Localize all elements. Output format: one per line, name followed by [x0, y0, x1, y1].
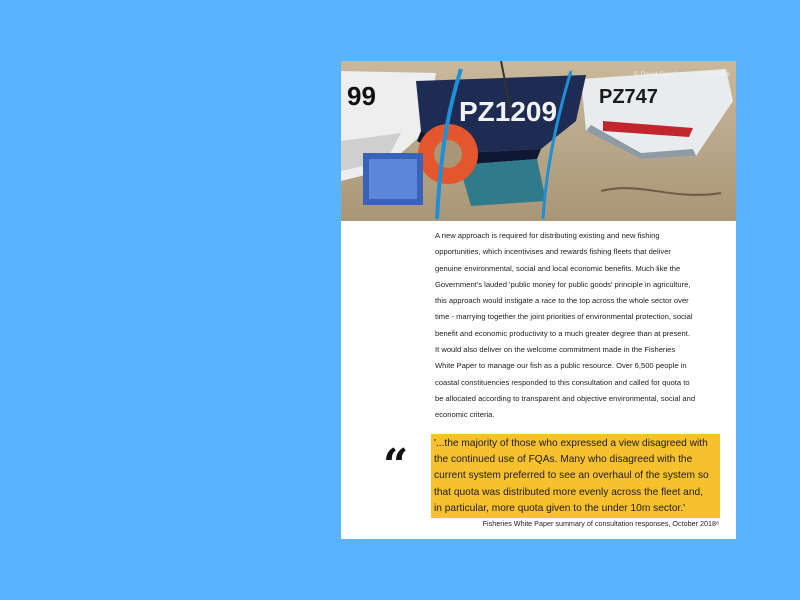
- body-line: It would also deliver on the welcome commitment made in the Fisheries: [435, 345, 676, 355]
- body-line: coastal constituencies responded to this consultation and called for quota to: [435, 377, 690, 387]
- body-line: this approach would instigate a race to the top across the whole sector over: [435, 296, 689, 306]
- body-line: A new approach is required for distributing existing and new fishing: [435, 231, 660, 240]
- quote-line: in particular, more quota given to the under 10m sector.': [434, 502, 686, 514]
- quote-line: that quota was distributed more evenly across the fleet and,: [434, 486, 703, 498]
- quote-line: the continued use of FQAs. Many who disagreed with the: [434, 454, 693, 466]
- body-line: be allocated according to transparent and objective environmental, social and: [435, 393, 696, 403]
- photo-credit: © David Sandison / Greenpeace: [633, 71, 730, 78]
- quote-line: current system preferred to see an overhaul of the system so: [434, 470, 709, 482]
- body-line: genuine environmental, social and local economic benefits. Much like the: [435, 263, 681, 273]
- body-paragraph: [435, 228, 725, 424]
- body-line: opportunities, which incentivises and rewards fishing fleets that deliver: [435, 247, 671, 257]
- quote-mark-icon: “: [383, 440, 409, 491]
- boat-number-pz747: PZ747: [599, 86, 658, 108]
- body-line: time - marrying together the joint priorities of environmental protection, social: [435, 312, 693, 322]
- fishing-boats-photo: [341, 61, 736, 221]
- body-line: White Paper to manage our fish as a public resource. Over 6,500 people in: [435, 361, 687, 371]
- quote-source: Fisheries White Paper summary of consultation responses, October 2018⁸: [482, 519, 719, 528]
- boat-number-99: 99: [347, 81, 376, 111]
- quote-line: '...the majority of those who expressed a view disagreed with: [434, 438, 708, 449]
- body-line: benefit and economic productivity to a much greater degree than at present.: [435, 328, 690, 338]
- boats-illustration: [341, 61, 736, 221]
- body-line: Government's lauded 'public money for public goods' principle in agriculture,: [435, 279, 691, 289]
- body-line: economic criteria.: [435, 410, 495, 420]
- highlighted-quote: [431, 434, 720, 518]
- boat-number-pz1209: PZ1209: [459, 96, 558, 127]
- document-page: [341, 61, 736, 539]
